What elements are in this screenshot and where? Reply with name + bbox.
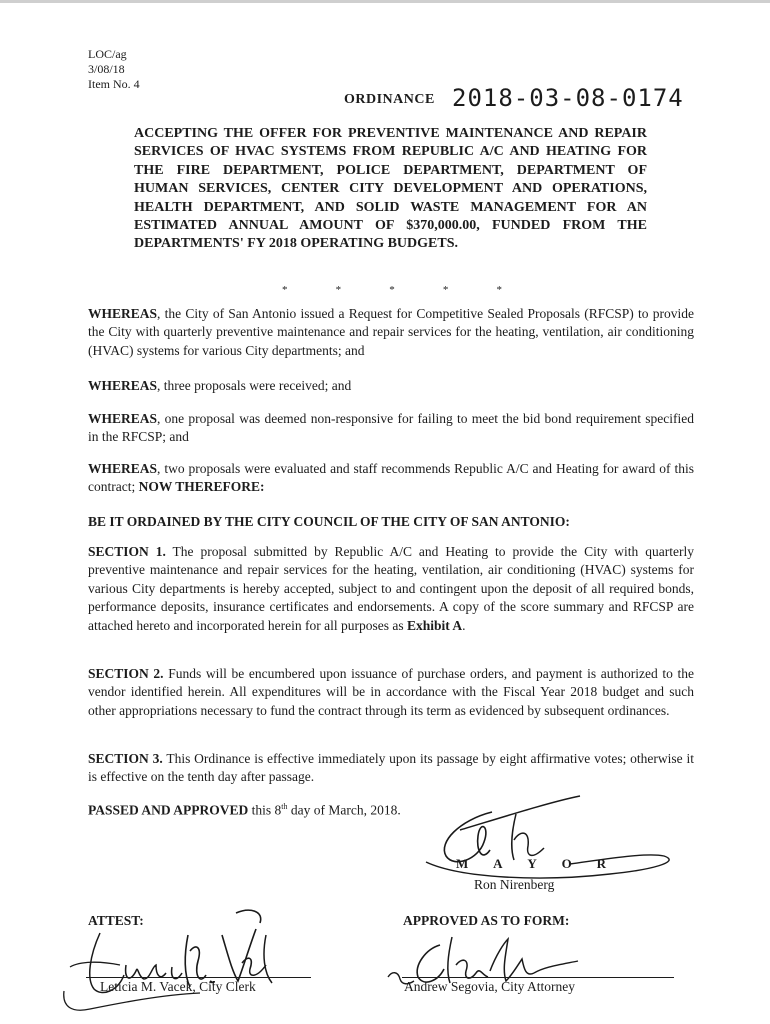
passed-date-post: day of March, 2018. [287, 802, 401, 818]
passed-date-sup: th [281, 802, 288, 811]
whereas-text: , one proposal was deemed non-responsive for failing to meet the bid bond requirement specified in the RFCSP; and [88, 411, 694, 445]
mayor-letter: A [493, 856, 503, 871]
attest-label: ATTEST: [88, 913, 144, 928]
section-paragraph [88, 750, 694, 787]
whereas-lead: WHEREAS [88, 306, 158, 321]
clerk-signature [60, 895, 290, 1020]
separator-star: * [282, 284, 288, 296]
section-end: . [462, 617, 466, 633]
attorney-name: Andrew Segovia, City Attorney [404, 979, 575, 994]
separator-star: * [496, 284, 502, 296]
whereas-lead: WHEREAS [88, 411, 158, 426]
whereas-paragraph [88, 377, 694, 395]
mayor-title [456, 856, 606, 872]
whereas-text: , the City of San Antonio issued a Request for Competitive Sealed Proposals (RFCSP) to provide the City with quarterly preventive maintenance and repair services for the heating, ventilation, air conditioning (HVAC) systems for various City departments; and [88, 306, 694, 358]
ordinance-label: ORDINANCE [344, 92, 435, 107]
separator-star: * [389, 284, 395, 296]
header-item: Item No. 4 [88, 77, 140, 91]
mayor-letter: Y [527, 856, 537, 871]
separator-star: * [442, 284, 449, 296]
whereas-paragraph [88, 305, 694, 360]
passed-approved-line [88, 802, 401, 819]
attorney-signature-line [402, 977, 674, 978]
whereas-lead: WHEREAS [88, 378, 158, 393]
whereas-text: , three proposals were received; and [157, 378, 352, 393]
section-text: Funds will be encumbered upon issuance of purchase orders, and payment is authorized to the vendor identified herein. All expenditures will be in accordance with the Fiscal Year 2018 budget and such other appropriations necessary to fund the contract through its term as evidenced by subsequent ordinances. [88, 666, 694, 718]
whereas-paragraph [88, 460, 694, 497]
section-lead: SECTION 2. [88, 666, 164, 681]
mayor-letter: O [561, 856, 572, 871]
mayor-letter: R [596, 856, 606, 871]
approved-form-label: APPROVED AS TO FORM: [403, 913, 570, 928]
ordinance-title: ACCEPTING THE OFFER FOR PREVENTIVE MAINTENANCE AND REPAIR SERVICES OF HVAC SYSTEMS FROM REPUBLIC A/C AND HEATING FOR THE FIRE DEPARTMENT, POLICE DEPARTMENT, DEPARTMENT OF HUMAN SERVICES, CENTER CITY DEVELOPMENT AND OPERATIONS, HEALTH DEPARTMENT, AND SOLID WASTE MANAGEMENT FOR AN ESTIMATED ANNUAL AMOUNT OF $370,000.00, FUNDED FROM THE DEPARTMENTS' FY 2018 OPERATING BUDGETS. [134, 126, 647, 252]
section-paragraph [88, 665, 694, 720]
mayor-name: Ron Nirenberg [474, 877, 555, 892]
clerk-name: Leticia M. Vacek, City Clerk [100, 979, 256, 994]
now-therefore: NOW THEREFORE: [138, 479, 265, 495]
clerk-signature-line [86, 977, 311, 978]
section-text: The proposal submitted by Republic A/C and Heating to provide the City with quarterly preventive maintenance and repair services for the heating, ventilation, air conditioning (HVAC) systems for various City departments is hereby accepted, subject to and contingent upon the deposit of all required bonds, performance deposits, insurance certificates and endorsements. A copy of the score summary and RFCSP are attached hereto and incorporated herein for all purposes as [88, 544, 694, 633]
section-lead: SECTION 1. [88, 544, 166, 559]
ordained-heading: BE IT ORDAINED BY THE CITY COUNCIL OF THE CITY OF SAN ANTONIO: [88, 514, 570, 529]
whereas-paragraph [88, 410, 694, 447]
ordinance-number: 2018-03-08-0174 [452, 84, 684, 112]
section-text: This Ordinance is effective immediately upon its passage by eight affirmative votes; otherwise it is effective on the tenth day after passage. [88, 751, 694, 785]
exhibit-reference: Exhibit A [407, 617, 463, 633]
separator-stars [282, 284, 502, 296]
whereas-text: , two proposals were evaluated and staff recommends Republic A/C and Heating for award of this contract; [88, 461, 694, 495]
mayor-letter: M [456, 856, 469, 871]
passed-lead: PASSED AND APPROVED [88, 802, 249, 818]
passed-date-pre: this 8 [248, 802, 282, 818]
section-paragraph [88, 543, 694, 635]
separator-star: * [335, 284, 342, 296]
header-meta [88, 47, 140, 92]
scan-edge [0, 0, 770, 3]
header-initials: LOC/ag [88, 47, 127, 61]
header-date: 3/08/18 [88, 62, 125, 76]
whereas-lead: WHEREAS [88, 461, 158, 476]
section-lead: SECTION 3. [88, 751, 163, 766]
